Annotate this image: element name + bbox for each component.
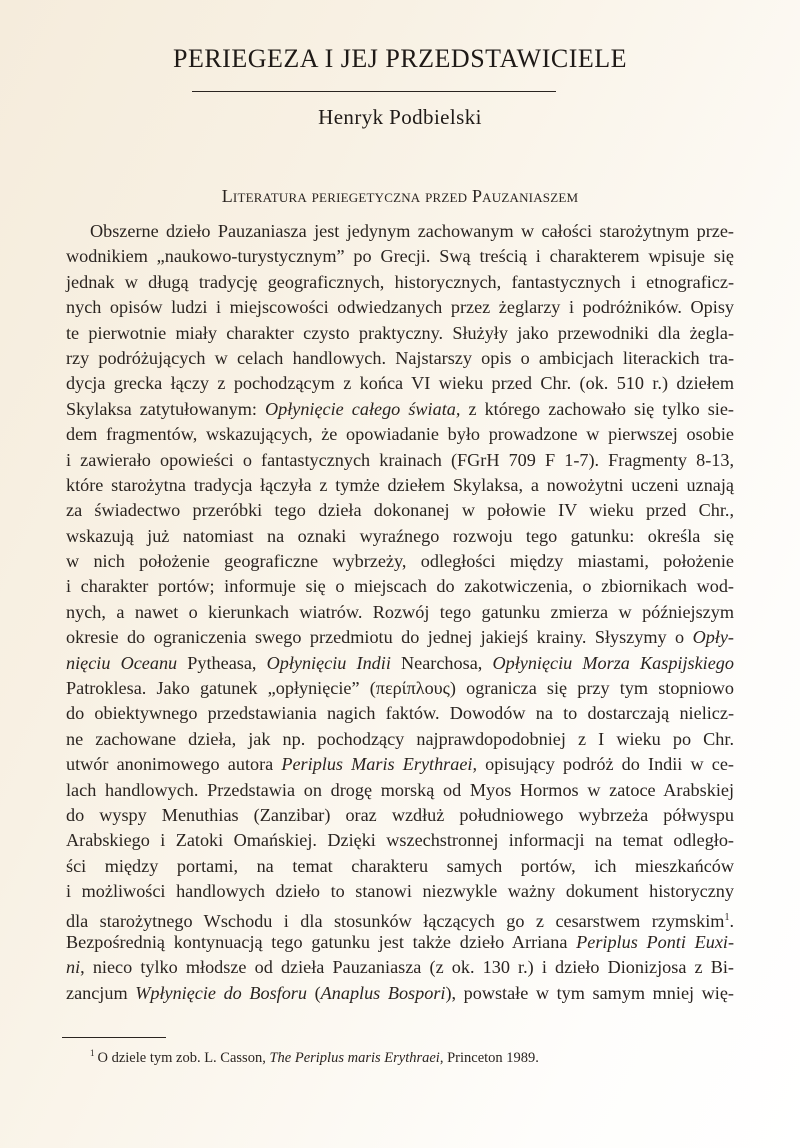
- text-line: [66, 955, 734, 980]
- title-divider: [192, 91, 556, 92]
- text-run: do obiektywnego przedstawiania nagich faktów. Dowodów na to dostarczają nielicz-: [66, 703, 734, 724]
- text-line: [66, 422, 734, 447]
- footnote: [90, 1048, 740, 1067]
- text-run: dycja grecka łączy z pochodzącym z końca VI wieku przed Chr. (ok. 510 r.) dziełem: [66, 373, 734, 394]
- text-line: [66, 219, 734, 244]
- text-line: [66, 448, 734, 473]
- text-line: [66, 752, 734, 777]
- footnote-text-after: , Princeton 1989.: [439, 1050, 539, 1066]
- italic-title: Opłynięciu Morza Kaspijskiego: [492, 652, 734, 673]
- body-text: [66, 219, 734, 1006]
- text-run: utwór anonimowego autora: [66, 754, 282, 775]
- text-run: i możliwości handlowych dzieło to stanowi niezwykle ważny dokument historyczny: [66, 881, 734, 902]
- text-run: w nich położenie geograficzne wybrzeży, odległości między miastami, położenie: [66, 551, 734, 572]
- text-line: [66, 905, 734, 930]
- text-run: ), powstałe w tym samym mniej wię-: [445, 982, 734, 1003]
- text-run: nych, a nawet o kierunkach wiatrów. Rozwój tego gatunku zmierza w późniejszym: [66, 601, 734, 622]
- text-line: [66, 346, 734, 371]
- text-run: rzy podróżujących w celach handlowych. Najstarszy opis o ambicjach literackich tra-: [66, 347, 734, 368]
- text-run: i charakter portów; informuje się o miejscach do zakotwiczenia, o zbiornikach wod-: [66, 576, 734, 597]
- text-run: ści między portami, na temat charakteru samych portów, ich mieszkańców: [66, 855, 734, 876]
- text-run: za świadectwo przeróbki tego dzieła dokonanej w połowie IV wieku przed Chr.,: [66, 500, 734, 521]
- text-line: [66, 321, 734, 346]
- text-run: z którego zachowało się tylko sie-: [460, 398, 734, 419]
- text-run: lach handlowych. Przedstawia on drogę morską od Myos Hormos w zatoce Arabskiej: [66, 779, 734, 800]
- text-line: [66, 651, 734, 676]
- text-line: [66, 397, 734, 422]
- chapter-title: PERIEGEZA I JEJ PRZEDSTAWICIELE: [172, 44, 628, 73]
- text-run: wodnikiem „naukowo-turystycznym” po Grecji. Swą treścią i charakterem wpisuje się: [66, 246, 734, 267]
- text-run: wskazują już natomiast na oznaki wyraźnego rozwoju tego gatunku: określa się: [66, 525, 734, 546]
- italic-title: Anaplus Bospori: [320, 982, 446, 1003]
- text-line: [66, 270, 734, 295]
- text-run: Skylaksa zatytułowanym:: [66, 398, 265, 419]
- text-run: Patroklesa. Jako gatunek „opłynięcie” (περίπλους) ogranicza się przy tym stopniowo: [66, 678, 734, 699]
- text-line: [66, 778, 734, 803]
- text-line: [66, 473, 734, 498]
- italic-title: Opłynięciu Indii: [266, 652, 391, 673]
- text-line: [66, 498, 734, 523]
- footnote-reference: 1: [724, 911, 730, 923]
- text-line: [66, 981, 734, 1006]
- text-line: [66, 676, 734, 701]
- italic-title: ni: [66, 957, 81, 978]
- text-run: nych opisów ludzi i miejscowości odwiedzanych przez żeglarzy i podróżników. Opisy: [66, 297, 734, 318]
- text-line: [66, 600, 734, 625]
- text-run: dla starożytnego Wschodu i dla stosunków łączących go z cesarstwem rzymskim: [66, 910, 725, 931]
- text-run: Nearchosa,: [390, 652, 493, 673]
- text-run: Arabskiego i Zatoki Omańskiej. Dzięki wszechstronnej informacji na temat odległo-: [66, 830, 734, 851]
- text-line: [66, 574, 734, 599]
- text-run: dem fragmentów, wskazujących, że opowiadanie było prowadzone w pierwszej osobie: [66, 424, 734, 445]
- footnote-cited-title: The Periplus maris Erythraei: [269, 1050, 440, 1066]
- text-run: Bezpośrednią kontynuacją tego gatunku jest także dzieło Arriana: [66, 931, 577, 952]
- text-run: Pytheasa,: [177, 652, 267, 673]
- text-run: opisujący podróż do Indii w ce-: [477, 754, 734, 775]
- text-line: [66, 524, 734, 549]
- footnote-text-before: O dziele tym zob. L. Casson,: [97, 1050, 270, 1066]
- footnote-divider: [62, 1037, 166, 1038]
- section-heading: Literatura periegetyczna przed Pauzaniaszem: [221, 186, 579, 206]
- italic-title: Wpłynięcie do Bosforu: [135, 982, 307, 1003]
- text-run: zancjum: [66, 982, 136, 1003]
- text-line: [66, 930, 734, 955]
- text-run: Obszerne dzieło Pauzaniasza jest jedynym zachowanym w całości starożytnym prze-: [90, 221, 734, 241]
- text-line: [66, 244, 734, 269]
- text-run: , nieco tylko młodsze od dzieła Pauzaniasza (z ok. 130 r.) i dzieło Dionizjosa z Bi-: [80, 957, 734, 978]
- footnote-mark: 1: [90, 1048, 95, 1058]
- italic-title: Periplus Ponti Euxi-: [576, 931, 735, 952]
- italic-title: Periplus Maris Erythraei,: [281, 754, 478, 775]
- text-line: [66, 828, 734, 853]
- text-run: (: [306, 982, 321, 1003]
- author-name: Henryk Podbielski: [318, 105, 482, 129]
- italic-title: Opłynięcie całego świata,: [264, 398, 461, 419]
- text-run: które starożytna tradycja łączyła z tymże dziełem Skylaksa, a nowożytni uczeni uznają: [66, 474, 734, 495]
- text-run: jednak w długą tradycję geograficznych, historycznych, fantastycznych i etnograficz-: [66, 271, 734, 292]
- text-line: [66, 701, 734, 726]
- text-line: [66, 727, 734, 752]
- italic-title: Opły-: [692, 627, 734, 648]
- text-run: .: [729, 910, 734, 931]
- text-line: [66, 803, 734, 828]
- text-line: [66, 625, 734, 650]
- text-line: [66, 549, 734, 574]
- italic-title: nięciu Oceanu: [66, 652, 178, 673]
- text-line: [66, 879, 734, 904]
- text-run: te pierwotnie miały charakter czysto praktyczny. Służyły jako przewodniki dla żegla-: [66, 322, 734, 343]
- text-run: okresie do ograniczenia swego przedmiotu do jednej jakiejś krainy. Słyszymy o: [66, 627, 693, 648]
- text-line: [66, 295, 734, 320]
- text-line: [66, 854, 734, 879]
- text-run: i zawierało opowieści o fantastycznych krainach (FGrH 709 F 1-7). Fragmenty 8-13,: [66, 449, 734, 470]
- text-line: [66, 371, 734, 396]
- text-run: ne zachowane dzieła, jak np. pochodzący najprawdopodobniej z I wieku po Chr.: [66, 728, 734, 749]
- text-run: do wyspy Menuthias (Zanzibar) oraz wzdłuż południowego wybrzeża półwyspu: [66, 804, 734, 825]
